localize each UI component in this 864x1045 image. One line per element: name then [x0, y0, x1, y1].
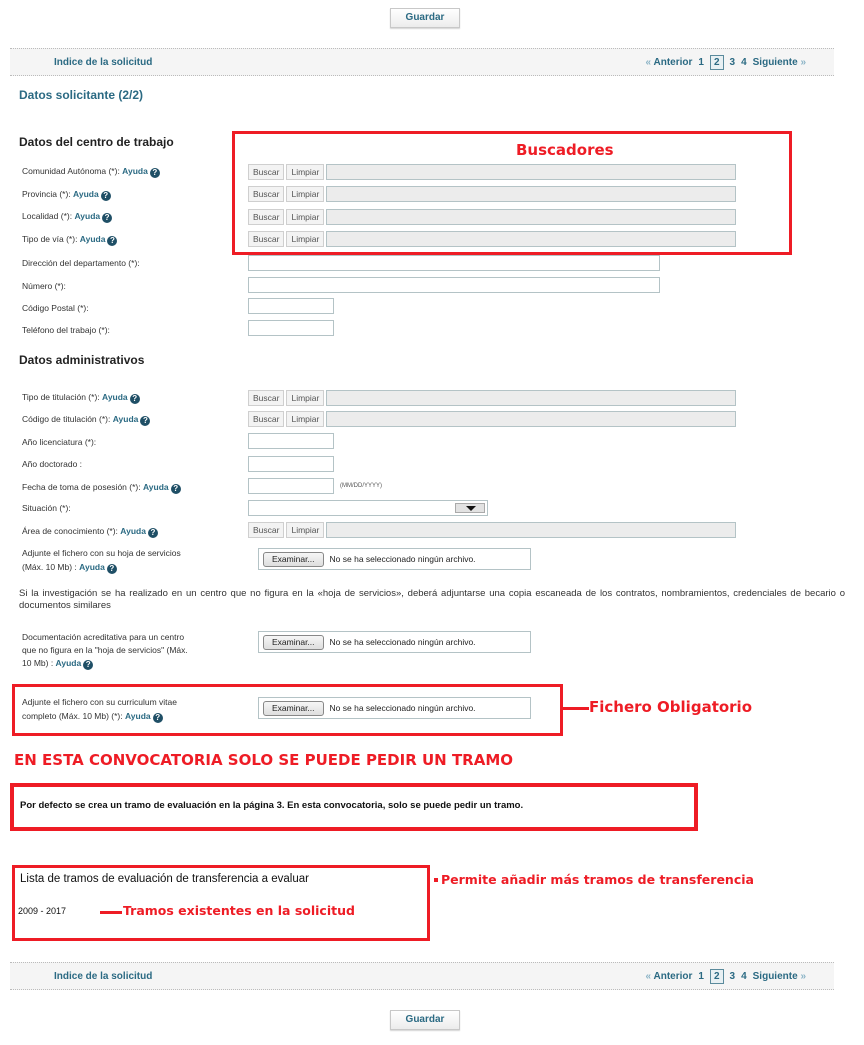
- double-chevron-right-icon: »: [800, 57, 806, 68]
- search-button[interactable]: Buscar: [248, 164, 284, 180]
- search-button[interactable]: Buscar: [248, 522, 284, 538]
- help-icon[interactable]: ?: [101, 191, 111, 201]
- existing-tramos-annotation: Tramos existentes en la solicitud: [123, 903, 355, 918]
- index-link[interactable]: Indice de la solicitud: [54, 57, 153, 68]
- help-link[interactable]: Ayuda: [142, 482, 169, 492]
- ano-doctorado-input[interactable]: [248, 456, 334, 472]
- double-chevron-left-icon: «: [645, 971, 652, 982]
- label-codigo-titulacion: Código de titulación (*): Ayuda ?: [22, 414, 150, 426]
- codigo-titulacion-field: [326, 411, 736, 427]
- tramos-list-title: Lista de tramos de evaluación de transferencia a evaluar: [20, 873, 309, 885]
- area-conocimiento-search-group: [248, 522, 736, 538]
- help-link[interactable]: Ayuda: [124, 711, 151, 721]
- telefono-input[interactable]: [248, 320, 334, 336]
- page-4[interactable]: 4: [741, 57, 747, 68]
- codigo-postal-input[interactable]: [248, 298, 334, 314]
- clear-button[interactable]: Limpiar: [286, 522, 324, 538]
- help-icon[interactable]: ?: [83, 660, 93, 670]
- annotation-connector: [100, 911, 122, 914]
- browse-button[interactable]: Examinar...: [263, 701, 324, 716]
- prev-link[interactable]: [646, 57, 693, 68]
- double-chevron-left-icon: «: [645, 57, 652, 68]
- label-telefono: Teléfono del trabajo (*):: [22, 325, 110, 335]
- work-center-title: Datos del centro de trabajo: [19, 135, 174, 149]
- help-link[interactable]: Ayuda: [74, 211, 101, 221]
- tipo-titulacion-field: [326, 390, 736, 406]
- help-icon[interactable]: ?: [107, 236, 117, 246]
- application-nav-bottom: [10, 962, 834, 990]
- help-icon[interactable]: ?: [102, 213, 112, 223]
- next-label: Siguiente: [752, 971, 798, 982]
- direccion-input[interactable]: [248, 255, 660, 271]
- index-link[interactable]: Indice de la solicitud: [54, 971, 153, 982]
- buscadores-annotation: Buscadores: [516, 141, 614, 159]
- label-codigo-postal: Código Postal (*):: [22, 303, 89, 313]
- next-label: Siguiente: [752, 57, 798, 68]
- pagination: [646, 969, 807, 984]
- help-link[interactable]: Ayuda: [79, 234, 106, 244]
- search-button[interactable]: Buscar: [248, 411, 284, 427]
- help-link[interactable]: Ayuda: [120, 526, 146, 536]
- label-provincia: Provincia (*): Ayuda ?: [22, 189, 111, 201]
- section-title: Datos solicitante (2/2): [19, 88, 144, 102]
- application-nav-top: [10, 48, 834, 76]
- next-link[interactable]: [753, 971, 806, 982]
- date-format-hint: (MM/DD/YYYY): [340, 483, 382, 489]
- search-button[interactable]: Buscar: [248, 390, 284, 406]
- admin-title: Datos administrativos: [19, 353, 145, 367]
- help-link[interactable]: Ayuda: [122, 166, 148, 176]
- fichero-obligatorio-highlight-box: [12, 684, 563, 736]
- prev-label: Anterior: [653, 971, 693, 982]
- label-localidad: Localidad (*): Ayuda ?: [22, 211, 112, 223]
- clear-button[interactable]: Limpiar: [286, 390, 324, 406]
- situacion-select[interactable]: [248, 500, 488, 516]
- label-comunidad: Comunidad Autónoma (*): Ayuda ?: [22, 166, 160, 178]
- ano-licenciatura-input[interactable]: [248, 433, 334, 449]
- default-tramo-info: Por defecto se crea un tramo de evaluación en la página 3. En esta convocatoria, solo se puede pedir un tramo.: [20, 800, 524, 811]
- page-3[interactable]: 3: [729, 57, 736, 68]
- help-icon[interactable]: ?: [130, 394, 140, 404]
- help-link[interactable]: Ayuda: [102, 392, 128, 402]
- label-situacion: Situación (*):: [22, 503, 71, 513]
- tramo-item[interactable]: 2009 - 2017: [18, 906, 67, 916]
- notice-text: Si la investigación se ha realizado en un centro que no figura en la «hoja de servicios», deberá adjuntarse una copia escaneada de los contratos, nombramientos, credenciales de becario o documentos similares: [19, 588, 845, 611]
- help-link[interactable]: Ayuda: [73, 189, 99, 199]
- help-icon[interactable]: ?: [171, 484, 181, 494]
- browse-button[interactable]: Examinar...: [263, 635, 324, 650]
- page-3[interactable]: 3: [729, 971, 736, 982]
- clear-button[interactable]: Limpiar: [286, 164, 324, 180]
- dropdown-arrow-icon[interactable]: [455, 503, 485, 513]
- label-documentacion: Documentación acreditativa para un centro que no figura en la "hoja de servicios" (Máx. 10 Mb) : Ayuda ?: [22, 632, 188, 669]
- label-hoja-servicios: Adjunte el fichero con su hoja de servicios (Máx. 10 Mb) : Ayuda ?: [22, 548, 181, 573]
- label-fecha-posesion: Fecha de toma de posesión (*): Ayuda ?: [22, 482, 181, 494]
- page-1[interactable]: 1: [698, 971, 704, 982]
- save-button-bottom[interactable]: Guardar: [390, 1010, 460, 1030]
- help-icon[interactable]: ?: [148, 528, 158, 538]
- default-tramo-highlight-box: [10, 783, 698, 831]
- pagination: [646, 55, 807, 70]
- single-tramo-warning: EN ESTA CONVOCATORIA SOLO SE PUEDE PEDIR UN TRAMO: [14, 751, 514, 769]
- buscadores-highlight-box: [232, 131, 792, 255]
- prev-link[interactable]: [646, 971, 693, 982]
- help-link[interactable]: Ayuda: [112, 414, 139, 424]
- label-ano-licenciatura: Año licenciatura (*):: [22, 437, 97, 447]
- search-button[interactable]: Buscar: [248, 209, 284, 225]
- label-direccion: Dirección del departamento (*):: [22, 258, 140, 268]
- codigo-titulacion-search-group: [248, 411, 736, 427]
- page-1[interactable]: 1: [698, 57, 704, 68]
- help-icon[interactable]: ?: [150, 168, 160, 178]
- clear-button[interactable]: Limpiar: [286, 186, 324, 202]
- file-status: No se ha seleccionado ningún archivo.: [329, 637, 476, 647]
- search-button[interactable]: Buscar: [248, 186, 284, 202]
- area-conocimiento-field: [326, 522, 736, 538]
- documentacion-file-input[interactable]: [258, 631, 531, 653]
- prev-label: Anterior: [653, 57, 693, 68]
- page-2-current[interactable]: 2: [710, 55, 724, 70]
- next-link[interactable]: [753, 57, 806, 68]
- add-tramos-annotation: Permite añadir más tramos de transferencia: [441, 872, 754, 887]
- label-ano-doctorado: Año doctorado :: [22, 459, 83, 469]
- browse-button[interactable]: Examinar...: [263, 552, 324, 567]
- page-4[interactable]: 4: [741, 971, 747, 982]
- help-link[interactable]: Ayuda: [79, 562, 105, 572]
- label-tipo-via: Tipo de vía (*): Ayuda ?: [22, 234, 117, 246]
- help-link[interactable]: Ayuda: [55, 658, 82, 668]
- annotation-connector: [434, 878, 438, 882]
- save-button-top[interactable]: Guardar: [390, 8, 460, 28]
- page-2-current[interactable]: 2: [710, 969, 724, 984]
- clear-button[interactable]: Limpiar: [286, 231, 324, 247]
- double-chevron-right-icon: »: [800, 971, 806, 982]
- label-curriculum: Adjunte el fichero con su curriculum vitae completo (Máx. 10 Mb) (*): Ayuda ?: [22, 697, 177, 722]
- annotation-connector: [563, 707, 589, 710]
- help-icon[interactable]: ?: [107, 564, 117, 574]
- file-status: No se ha seleccionado ningún archivo.: [329, 703, 476, 713]
- help-icon[interactable]: ?: [140, 416, 150, 426]
- fichero-obligatorio-annotation: Fichero Obligatorio: [589, 698, 753, 716]
- clear-button[interactable]: Limpiar: [286, 411, 324, 427]
- file-status: No se ha seleccionado ningún archivo.: [329, 554, 476, 564]
- label-area-conocimiento: Área de conocimiento (*): Ayuda ?: [22, 526, 158, 538]
- fecha-posesion-input[interactable]: [248, 478, 334, 494]
- hoja-servicios-file-input[interactable]: [258, 548, 531, 570]
- clear-button[interactable]: Limpiar: [286, 209, 324, 225]
- tipo-titulacion-search-group: [248, 390, 736, 406]
- numero-input[interactable]: [248, 277, 660, 293]
- help-icon[interactable]: ?: [153, 713, 163, 723]
- label-tipo-titulacion: Tipo de titulación (*): Ayuda ?: [22, 392, 140, 404]
- search-button[interactable]: Buscar: [248, 231, 284, 247]
- label-numero: Número (*):: [22, 281, 66, 291]
